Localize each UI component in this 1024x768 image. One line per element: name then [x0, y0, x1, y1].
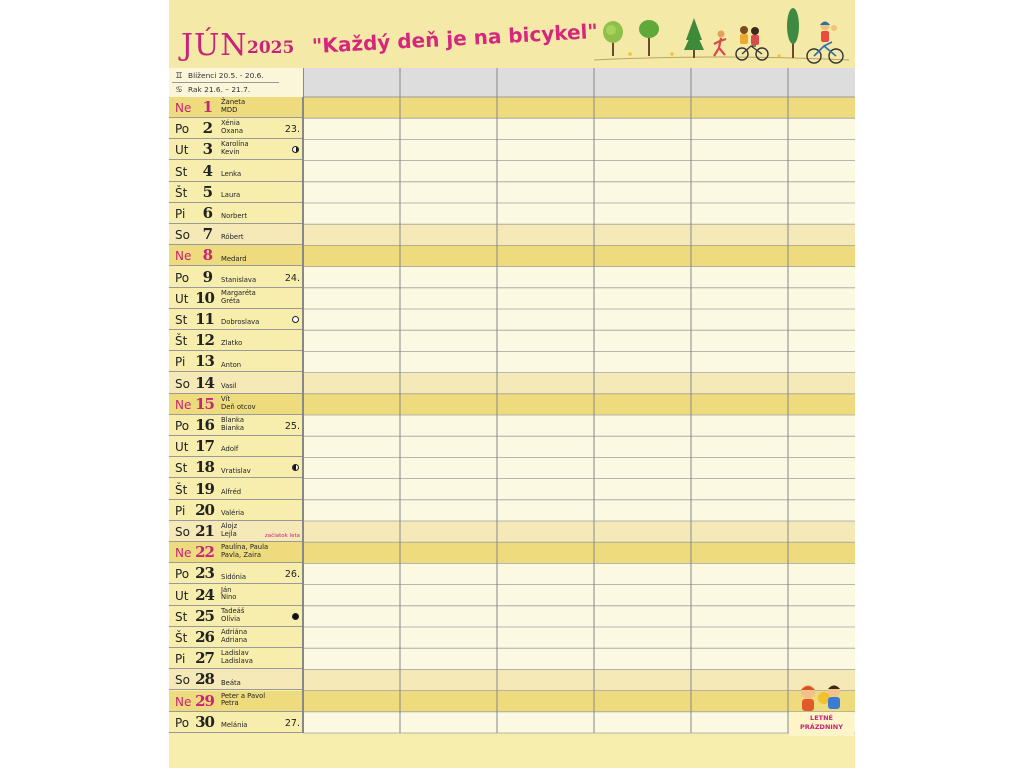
day-abbreviation: Ut [175, 291, 189, 306]
planner-row-21 [303, 521, 855, 542]
nameday-name: Tadeáš [221, 606, 245, 615]
day-row [169, 691, 303, 712]
planner-row-13 [303, 351, 855, 372]
column-header-cell [691, 68, 788, 97]
planner-row-6 [303, 203, 855, 224]
day-row [169, 436, 303, 457]
nameday-name: Vasil [221, 381, 237, 390]
nameday-name: Dobroslava [221, 318, 260, 327]
nameday-names [221, 629, 247, 645]
day-abbreviation: Pi [175, 207, 186, 221]
nameday-name: Medard [221, 254, 247, 263]
summer-holidays-line2: PRÁZDNINY [800, 723, 843, 731]
cancer-icon: ♋ [175, 85, 183, 94]
day-number: 16 [195, 416, 214, 434]
day-row [169, 224, 303, 245]
day-abbreviation: Ne [175, 546, 192, 561]
day-row [169, 521, 303, 542]
nameday-names [221, 319, 259, 327]
nameday-name: Lejla [221, 529, 237, 538]
day-row [169, 415, 303, 436]
day-row [169, 288, 303, 309]
day-row [169, 118, 303, 139]
planner-row-27 [303, 648, 855, 669]
nameday-names [221, 523, 237, 539]
day-abbreviation: Ut [175, 440, 189, 455]
nameday-names [221, 650, 253, 666]
year-title: 2025 [247, 38, 295, 58]
nameday-name: Ján [221, 585, 232, 594]
nameday-name: Stanislava [221, 275, 257, 284]
day-abbreviation: Ne [175, 249, 192, 264]
day-number: 21 [195, 522, 214, 540]
day-number: 3 [202, 140, 213, 159]
planner-row-20 [303, 500, 855, 521]
nameday-names [221, 544, 268, 560]
full-moon-icon [292, 316, 299, 323]
day-number: 15 [195, 394, 214, 413]
nameday-name: Margaréta [221, 288, 256, 297]
day-abbreviation: Št [175, 631, 188, 645]
day-abbreviation: St [175, 313, 188, 327]
nameday-name: Ladislava [221, 656, 253, 665]
day-number: 5 [202, 182, 213, 201]
nameday-name: Olívia [221, 614, 241, 623]
day-abbreviation: Ut [175, 143, 189, 158]
nameday-name: Blanka [221, 416, 245, 424]
day-number: 1 [202, 98, 213, 116]
day-abbreviation: Št [175, 482, 188, 497]
label-column-divider [302, 97, 303, 733]
planner-row-28 [303, 669, 855, 690]
planner-row-2 [303, 118, 855, 139]
nameday-names [221, 468, 251, 476]
nameday-name: Melánia [221, 721, 248, 729]
planner-row-12 [303, 330, 855, 351]
planner-row-14 [303, 373, 855, 394]
day-row [169, 457, 303, 478]
nameday-name: Zlatko [221, 339, 243, 348]
day-number: 2 [202, 119, 213, 138]
planner-row-8 [303, 245, 855, 266]
tree-icon [639, 20, 659, 56]
day-number: 29 [195, 691, 214, 710]
column-header-cell [497, 68, 594, 97]
summer-holidays-line1: LETNÉ [810, 714, 833, 722]
nameday-name: Kevin [221, 148, 240, 157]
nameday-name: Adriana [221, 635, 248, 644]
nameday-name: Peter a Pavol [221, 691, 266, 700]
day-number: 27 [195, 649, 214, 668]
day-row [169, 267, 303, 288]
nameday-names [221, 234, 244, 242]
gemini-icon: ♊ [175, 71, 183, 80]
nameday-name: Alojz [221, 522, 238, 530]
column-header-cell [303, 68, 400, 97]
day-abbreviation: St [175, 164, 188, 179]
nameday-name: Adriána [221, 628, 248, 636]
nameday-names [221, 693, 265, 709]
day-abbreviation: So [175, 673, 190, 688]
week-number: 23. [284, 124, 300, 136]
column-header-cell [788, 68, 855, 97]
nameday-name: Bianka [221, 423, 245, 432]
nameday-name: Lenka [221, 169, 242, 178]
day-abbreviation: Ut [175, 588, 189, 603]
nameday-names [221, 141, 249, 157]
calendar-sheet [169, 0, 855, 768]
day-abbreviation: Po [175, 419, 190, 433]
nameday-names [221, 213, 247, 221]
nameday-name: Oxana [221, 126, 244, 135]
planner-row-4 [303, 161, 855, 182]
day-abbreviation: Ne [175, 694, 192, 709]
day-number: 20 [195, 500, 214, 519]
day-row [169, 669, 303, 690]
day-row [169, 351, 303, 372]
nameday-name: Xénia [221, 119, 240, 128]
planner-row-15 [303, 394, 855, 415]
day-abbreviation: St [175, 461, 188, 476]
week-number: 24. [284, 272, 300, 284]
planner-row-18 [303, 457, 855, 478]
nameday-names [221, 171, 241, 179]
tree-icon [787, 8, 799, 58]
day-abbreviation: So [175, 376, 190, 391]
day-number: 9 [202, 267, 213, 286]
nameday-names [221, 587, 236, 603]
nameday-names [221, 99, 245, 115]
week-number: 25. [284, 421, 300, 432]
last-quarter-moon-icon [292, 464, 299, 471]
nameday-names [221, 574, 246, 582]
nameday-name: Nino [221, 593, 237, 602]
nameday-name: Pavla, Zaira [221, 550, 262, 559]
planner-row-30 [303, 712, 855, 733]
nameday-names [221, 489, 241, 497]
day-number: 14 [195, 373, 214, 392]
day-abbreviation: Pi [175, 503, 186, 518]
day-row [169, 245, 303, 266]
nameday-names [221, 417, 244, 433]
day-number: 24 [195, 585, 214, 604]
nameday-name: Anton [221, 360, 242, 369]
month-title: JÚN [181, 28, 248, 63]
day-row [169, 330, 303, 351]
nameday-name: Petra [221, 699, 239, 708]
zodiac-cancer [173, 85, 250, 94]
day-row [169, 309, 303, 330]
summer-holidays-label [789, 712, 854, 736]
nameday-name: Gréta [221, 296, 240, 305]
nameday-names [221, 277, 256, 285]
planner-row-24 [303, 585, 855, 606]
nameday-name: Laura [221, 191, 241, 199]
nameday-name: Karolína [221, 140, 249, 149]
day-number: 23 [195, 564, 214, 583]
day-number: 26 [195, 628, 214, 646]
planner-row-17 [303, 436, 855, 457]
day-number: 11 [195, 310, 214, 328]
planner-row-7 [303, 224, 855, 245]
planner-row-29 [303, 691, 855, 712]
nameday-name: Sidónia [221, 572, 247, 581]
day-row [169, 182, 303, 203]
day-abbreviation: Pi [175, 355, 186, 370]
nameday-name: Žaneta [221, 98, 246, 106]
nameday-names [221, 340, 242, 348]
nameday-names [221, 608, 244, 624]
nameday-names [221, 192, 240, 200]
planner-row-10 [303, 288, 855, 309]
planner-row-26 [303, 627, 855, 648]
day-abbreviation: So [175, 525, 190, 539]
nameday-names [221, 510, 244, 518]
planner-row-16 [303, 415, 855, 436]
nameday-names [221, 362, 241, 370]
day-number: 4 [202, 161, 213, 180]
runner-icon [714, 31, 726, 57]
day-number: 12 [195, 331, 214, 350]
nameday-name: Vít [221, 394, 231, 403]
planner-row-19 [303, 479, 855, 500]
day-abbreviation: Pi [175, 652, 186, 667]
day-number: 28 [195, 670, 214, 689]
nameday-name: Deň otcov [221, 402, 256, 411]
tree-icon [603, 21, 623, 56]
day-row [169, 542, 303, 563]
zodiac-info [169, 68, 304, 97]
day-abbreviation: St [175, 609, 188, 624]
calendar-header [169, 0, 855, 68]
nameday-names [221, 256, 247, 264]
child-bicycle-icon [807, 22, 843, 64]
nameday-names [221, 680, 241, 688]
planner-row-11 [303, 309, 855, 330]
day-row [169, 500, 303, 521]
calendar-motto: "Každý deň je na bicykel" [311, 19, 599, 58]
zodiac-cancer-text: Rak 21.6. – 21.7. [188, 85, 251, 94]
planner-row-5 [303, 182, 855, 203]
first-quarter-moon-icon [292, 146, 299, 153]
day-number: 13 [195, 352, 214, 371]
nameday-name: Róbert [221, 233, 244, 242]
day-row [169, 627, 303, 648]
day-number: 30 [195, 712, 214, 731]
planner-grid [303, 68, 855, 735]
day-row [169, 203, 303, 224]
day-row [169, 394, 303, 415]
nameday-names [221, 722, 247, 730]
day-abbreviation: Po [175, 715, 190, 730]
zodiac-gemini [173, 71, 264, 80]
nameday-name: Vratislav [221, 466, 251, 475]
column-header-cell [594, 68, 691, 97]
day-number: 18 [195, 458, 214, 477]
day-number: 10 [195, 288, 214, 307]
nameday-name: Beáta [221, 678, 241, 687]
day-abbreviation: Št [175, 185, 188, 200]
day-abbreviation: So [175, 228, 190, 243]
nameday-name: Alfréd [221, 487, 242, 496]
planner-row-23 [303, 563, 855, 584]
nameday-name: Paulína, Paula [221, 543, 269, 552]
nameday-name: Ladislav [221, 649, 249, 658]
calendar-event: začiatok leta [264, 533, 300, 539]
day-row [169, 648, 303, 669]
info-divider [172, 82, 279, 83]
nameday-name: Adolf [221, 445, 239, 454]
day-row [169, 563, 303, 584]
planner-row-3 [303, 139, 855, 160]
day-number: 17 [195, 437, 214, 456]
day-row [169, 97, 303, 118]
week-number: 26. [284, 569, 300, 581]
column-header-cell [400, 68, 497, 97]
nameday-names [221, 396, 256, 412]
day-row [169, 139, 303, 160]
day-abbreviation: Po [175, 122, 190, 137]
cycling-illustration [594, 4, 849, 68]
day-abbreviation: Po [175, 270, 190, 285]
day-number: 8 [202, 246, 213, 265]
day-abbreviation: Ne [175, 397, 192, 412]
nameday-name: MDD [221, 105, 238, 114]
day-abbreviation: Št [175, 334, 188, 349]
planner-row-1 [303, 97, 855, 118]
day-abbreviation: Po [175, 567, 190, 582]
day-number: 6 [202, 204, 213, 222]
day-row [169, 712, 303, 733]
nameday-names [221, 290, 256, 306]
new-moon-icon [292, 613, 299, 620]
day-number: 22 [195, 543, 214, 562]
day-row [169, 161, 303, 182]
week-number: 27. [284, 717, 300, 729]
nameday-name: Valéria [221, 509, 245, 517]
zodiac-gemini-text: Blíženci 20.5. - 20.6. [188, 71, 264, 80]
day-number: 25 [195, 606, 214, 625]
day-number: 7 [202, 225, 213, 244]
day-row [169, 606, 303, 627]
family-bicycle-icon [736, 26, 768, 60]
nameday-name: Norbert [221, 212, 247, 221]
planner-row-9 [303, 267, 855, 288]
nameday-names [221, 383, 237, 391]
nameday-names [221, 446, 238, 454]
day-row [169, 585, 303, 606]
day-row [169, 373, 303, 394]
tree-icon [684, 18, 704, 58]
day-number: 19 [195, 479, 214, 498]
planner-row-22 [303, 542, 855, 563]
day-row [169, 479, 303, 500]
nameday-names [221, 120, 243, 136]
day-abbreviation: Ne [175, 101, 192, 115]
planner-row-25 [303, 606, 855, 627]
